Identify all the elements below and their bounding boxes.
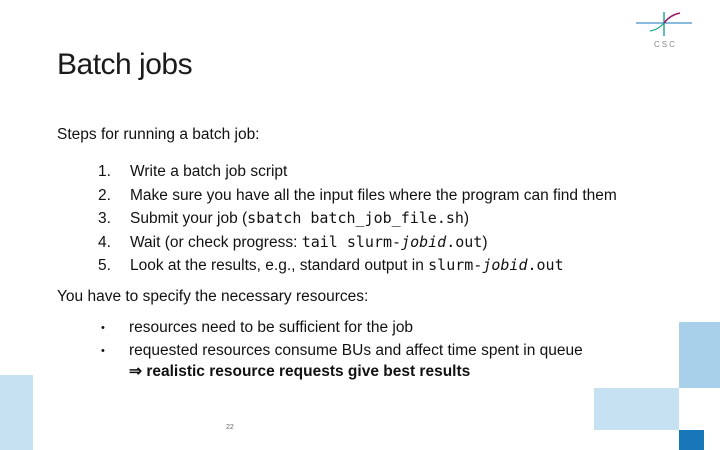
list-item [101,317,583,340]
decor-square-right-top [679,322,720,388]
step-text: Look at the results, e.g., standard output in [130,257,429,274]
list-item [98,207,617,231]
step-number: 3. [98,210,111,227]
bullet-text: requested resources consume BUs and affect time spent in queue [129,341,583,359]
step-text-end: ) [482,233,488,251]
code-snippet [428,256,563,274]
conclusion-text [129,362,470,381]
step-text: Make sure you have all the input files where the program can find them [130,186,617,204]
list-item [98,160,617,184]
slide-title: Batch jobs [57,48,193,81]
bullet-icon: • [101,322,105,334]
logo-text: CSC [654,40,677,49]
list-item [98,184,617,208]
list-item [98,231,617,255]
step-number: 4. [98,233,111,251]
code-part: .out [446,232,483,251]
resources-heading: You have to specify the necessary resources: [57,288,369,305]
step-text: Wait (or check progress: [130,233,302,251]
resources-list [101,317,583,362]
code-placeholder: jobid [482,256,528,274]
step-text-end: ) [463,210,470,227]
bullet-text: resources need to be sufficient for the job [129,319,414,336]
steps-list [98,160,617,278]
list-item [101,340,583,363]
step-text: Submit your job ( [130,210,248,227]
step-number: 1. [98,163,111,180]
list-item [98,254,617,278]
decor-square-right-mid [594,388,679,430]
step-number: 2. [98,186,111,204]
bullet-icon: • [101,344,105,357]
code-placeholder: jobid [401,232,447,251]
decor-square-right-bottom [679,430,704,450]
code-snippet: sbatch batch_job_file.sh [247,209,464,227]
conclusion-label: realistic resource requests give best results [146,363,471,380]
arrow-icon: ⇒ [129,363,142,380]
code-part: slurm- [428,256,483,274]
page-number: 22 [226,424,234,431]
step-number: 5. [98,257,111,274]
code-part: .out [527,256,564,274]
step-text: Write a batch job script [130,163,288,180]
code-snippet [302,233,483,251]
intro-text: Steps for running a batch job: [57,126,260,143]
code-part: tail slurm- [301,232,402,251]
decor-square-left [0,375,33,450]
